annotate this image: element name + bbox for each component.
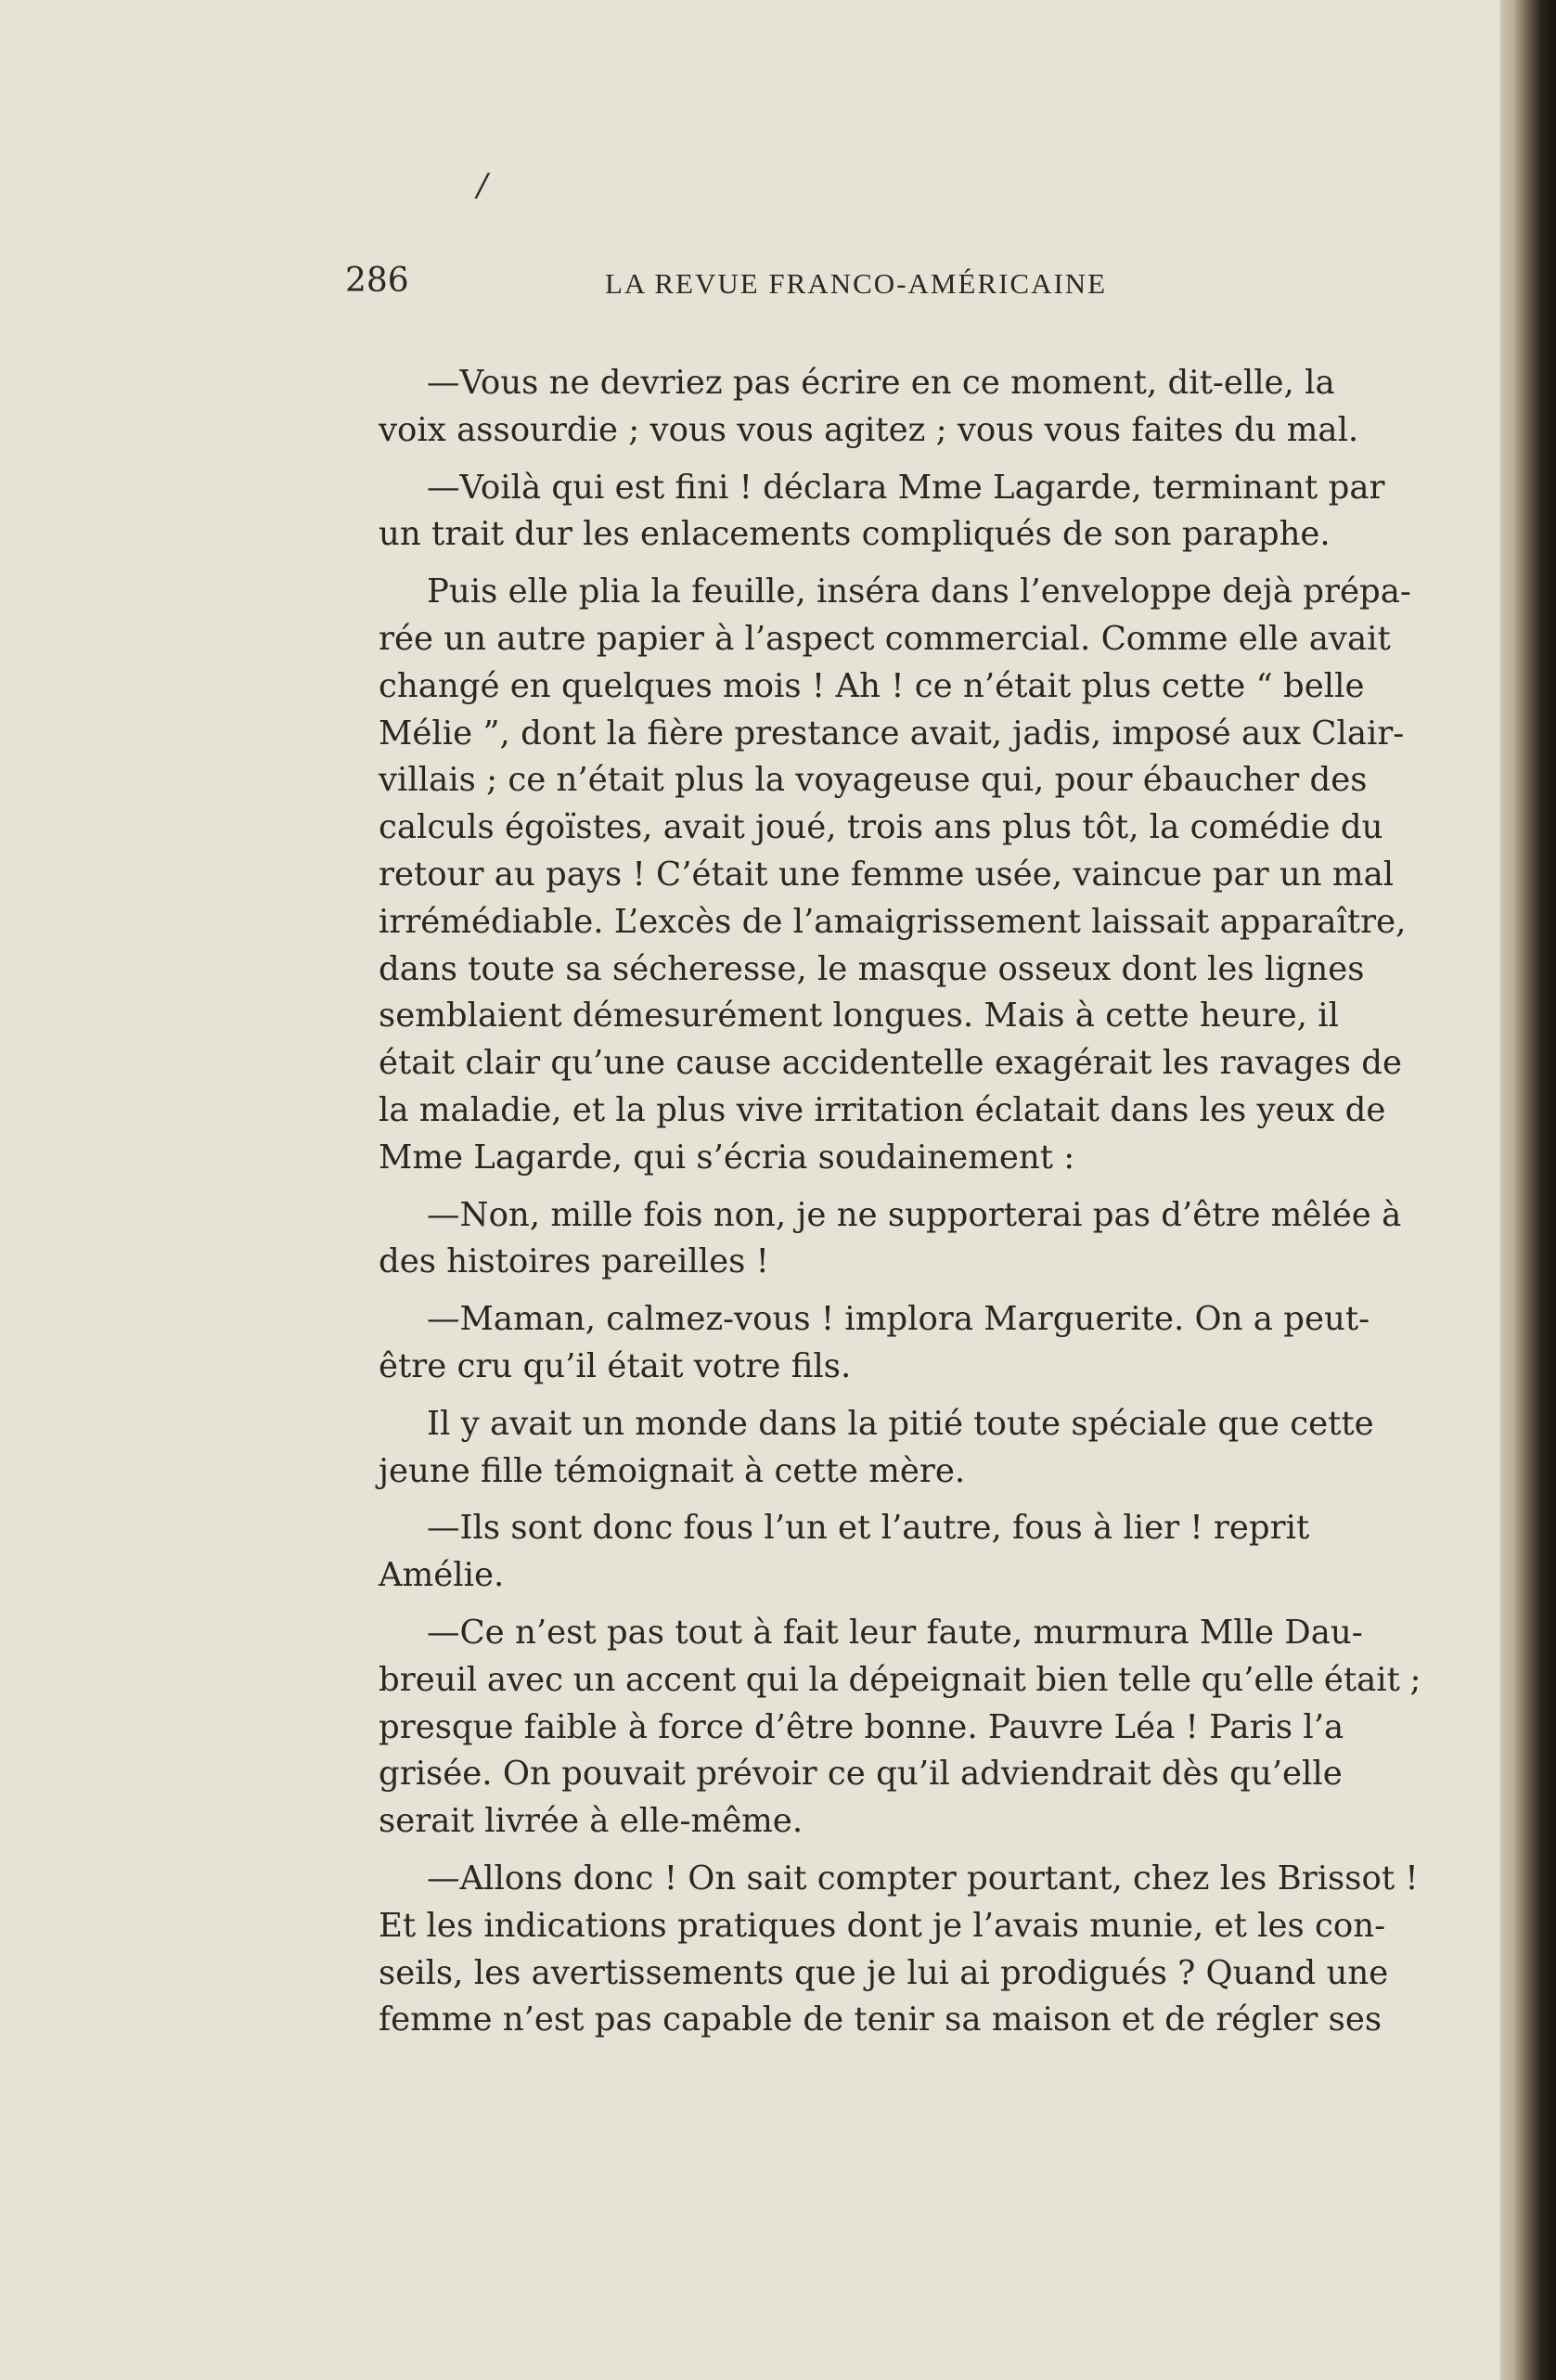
text-line: presque faible à force d’être bonne. Pauvre Léa ! Paris l’a [379, 1707, 1344, 1746]
text-line: rée un autre papier à l’aspect commercial. Comme elle avait [379, 619, 1391, 658]
paragraph [330, 1401, 1421, 1496]
body-text [330, 360, 1421, 2054]
text-line: jeune fille témoignait à cette mère. [379, 1451, 966, 1490]
text-line: grisée. On pouvait prévoir ce qu’il adviendrait dès qu’elle [379, 1755, 1343, 1794]
text-line: villais ; ce n’était plus la voyageuse qui, pour ébaucher des [379, 761, 1368, 800]
text-line: —Ce n’est pas tout à fait leur faute, murmura Mlle Dau- [427, 1613, 1363, 1652]
page-header [345, 262, 1421, 308]
text-line: des histoires pareilles ! [379, 1242, 769, 1281]
text-line: changé en quelques mois ! Ah ! ce n’était plus cette “ belle [379, 666, 1365, 705]
text-line: Mme Lagarde, qui s’écria soudainement : [379, 1138, 1075, 1177]
text-line: Il y avait un monde dans la pitié toute spéciale que cette [427, 1404, 1374, 1443]
text-line: Mélie ”, dont la fière prestance avait, jadis, imposé aux Clair- [379, 714, 1405, 753]
book-gutter-shadow [1500, 0, 1556, 2380]
text-line: irrémédiable. L’excès de l’amaigrissement laissait apparaître, [379, 902, 1407, 941]
text-line: —Maman, calmez-vous ! implora Marguerite. On a peut- [427, 1300, 1370, 1339]
paragraph [330, 1610, 1421, 1846]
pencil-mark: / [477, 167, 488, 204]
text-line: un trait dur les enlacements compliqués de son paraphe. [379, 515, 1331, 554]
text-line: être cru qu’il était votre fils. [379, 1346, 852, 1385]
paragraph [330, 360, 1421, 455]
text-line: femme n’est pas capable de tenir sa maison et de régler ses [379, 2000, 1382, 2039]
text-line: —Vous ne devriez pas écrire en ce moment, dit-elle, la [427, 364, 1335, 402]
running-head: LA REVUE FRANCO-AMÉRICAINE [605, 267, 1108, 300]
text-line: calculs égoïstes, avait joué, trois ans plus tôt, la comédie du [379, 808, 1383, 847]
text-line: Et les indications pratiques dont je l’avais munie, et les con- [379, 1906, 1386, 1945]
text-line: —Ils sont donc fous l’un et l’autre, fous à lier ! reprit [427, 1509, 1310, 1548]
text-line: dans toute sa sécheresse, le masque osseux dont les lignes [379, 949, 1365, 988]
text-line: —Allons donc ! On sait compter pourtant, chez les Brissot ! [427, 1859, 1419, 1898]
paragraph [330, 465, 1421, 560]
text-line: retour au pays ! C’était une femme usée, vaincue par un mal [379, 855, 1395, 894]
text-line: la maladie, et la plus vive irritation éclatait dans les yeux de [379, 1090, 1386, 1129]
text-line: Amélie. [379, 1556, 505, 1595]
text-line: semblaient démesurément longues. Mais à cette heure, il [379, 997, 1339, 1036]
text-line: —Voilà qui est fini ! déclara Mme Lagarde, terminant par [427, 468, 1385, 507]
paragraph [330, 1192, 1421, 1287]
paragraph [330, 1505, 1421, 1600]
paragraph [330, 1856, 1421, 2044]
paragraph [330, 1296, 1421, 1391]
text-line: Puis elle plia la feuille, inséra dans l’enveloppe dejà prépa- [427, 572, 1411, 611]
text-line: serait livrée à elle-même. [379, 1802, 804, 1841]
text-line: voix assourdie ; vous vous agitez ; vous vous faites du mal. [379, 410, 1359, 449]
page-number: 286 [345, 262, 409, 300]
text-line: seils, les avertissements que je lui ai prodigués ? Quand une [379, 1953, 1389, 1992]
paragraph [330, 569, 1421, 1181]
text-line: était clair qu’une cause accidentelle exagérait les ravages de [379, 1044, 1402, 1083]
text-line: breuil avec un accent qui la dépeignait bien telle qu’elle était ; [379, 1660, 1421, 1699]
text-line: —Non, mille fois non, je ne supporterai pas d’être mêlée à [427, 1195, 1402, 1234]
